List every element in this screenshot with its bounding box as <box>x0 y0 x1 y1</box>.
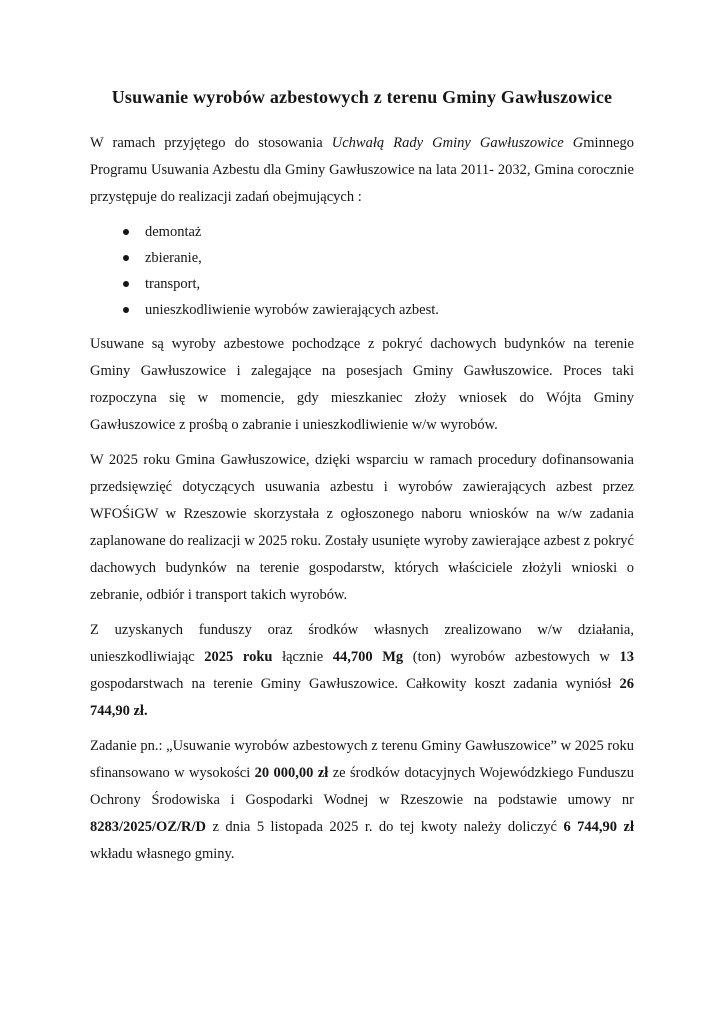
results-tonnage-bold: 44,700 Mg <box>332 649 404 665</box>
results-text-2: łącznie <box>272 649 333 665</box>
bullet-icon <box>123 229 129 235</box>
intro-resolution-reference: Uchwałą Rady Gminy Gawłuszowice G <box>331 135 584 151</box>
paragraph-2025-program: W 2025 roku Gmina Gawłuszowice, dzięki wsparciu w ramach procedury dofinansowania przedsięwzięć dotyczących usuwania azbestu i wyrobów zawierających azbest przez WFOŚiGW w Rzeszowie skorzystała z ogłoszonego naboru wniosków na w/w zadania zaplanowane do realizacji w 2025 roku. Zostały usunięte wyroby zawierające azbest z pokryć dachowych budynków na terenie gospodarstw, których właściciele złożyli wnioski o zebranie, odbiór i transport takich wyrobów. <box>90 452 634 603</box>
bullet-icon <box>123 255 129 261</box>
results-text-1: Z uzyskanych funduszy oraz środków własnych zrealizowano w/w działania, unieszkodliwiając <box>90 622 634 665</box>
financing-text-1: Zadanie pn.: „Usuwanie wyrobów azbestowych z terenu Gminy Gawłuszowice” w 2025 roku sfinansowano w wysokości <box>90 738 634 781</box>
results-text-4: gospodarstwach na terenie Gminy Gawłuszowice. Całkowity koszt zadania wyniósł <box>90 676 620 692</box>
list-item-zbieranie <box>123 245 634 271</box>
list-item-unieszkodliwienie <box>123 297 634 323</box>
financing-text-2: ze środków dotacyjnych Wojewódzkiego Funduszu Ochrony Środowiska i Gospodarki Wodnej w Rzeszowie na podstawie umowy nr <box>90 765 635 808</box>
list-item-label: unieszkodliwienie wyrobów zawierających azbest. <box>145 302 439 318</box>
financing-text-3: z dnia 5 listopada 2025 r. do tej kwoty należy doliczyć <box>206 819 564 835</box>
results-text-3: (ton) wyrobów azbestowych w <box>403 649 620 665</box>
paragraph-intro <box>90 130 634 211</box>
results-total-cost-bold: 26 744,90 zł. <box>90 676 634 719</box>
results-year-bold: 2025 roku <box>204 649 273 665</box>
intro-text-end: minnego Programu Usuwania Azbestu dla Gminy Gawłuszowice na lata 2011- 2032, Gmina corocznie przystępuje do realizacji zadań obejmujących : <box>90 135 635 205</box>
financing-grant-amount-bold: 20 000,00 zł <box>254 765 329 781</box>
intro-text-start: W ramach przyjętego do stosowania <box>90 135 332 151</box>
list-item-demontaz <box>123 219 634 245</box>
paragraph-process: Usuwane są wyroby azbestowe pochodzące z pokryć dachowych budynków na terenie Gminy Gawłuszowice i zalegające na posesjach Gminy Gawłuszowice. Proces taki rozpoczyna się w momencie, gdy mieszkaniec złoży wniosek do Wójta Gminy Gawłuszowice z prośbą o zabranie i unieszkodliwienie w/w wyrobów. <box>90 336 634 433</box>
list-item-label: zbieranie, <box>145 250 202 266</box>
bullet-icon <box>123 281 129 287</box>
paragraph-results <box>90 617 634 725</box>
list-item-transport <box>123 271 634 297</box>
financing-own-contribution-bold: 6 744,90 zł <box>563 819 634 835</box>
bullet-icon <box>123 307 129 313</box>
list-item-label: demontaż <box>145 224 202 240</box>
results-households-bold: 13 <box>619 649 634 665</box>
paragraph-financing <box>90 733 634 868</box>
document-content <box>90 84 634 868</box>
financing-contract-number-bold: 8283/2025/OZ/R/D <box>90 819 207 835</box>
financing-text-4: wkładu własnego gminy. <box>90 846 235 862</box>
document-title: Usuwanie wyrobów azbestowych z terenu Gminy Gawłuszowice <box>111 87 613 107</box>
list-item-label: transport, <box>145 276 201 292</box>
task-list <box>90 219 634 323</box>
